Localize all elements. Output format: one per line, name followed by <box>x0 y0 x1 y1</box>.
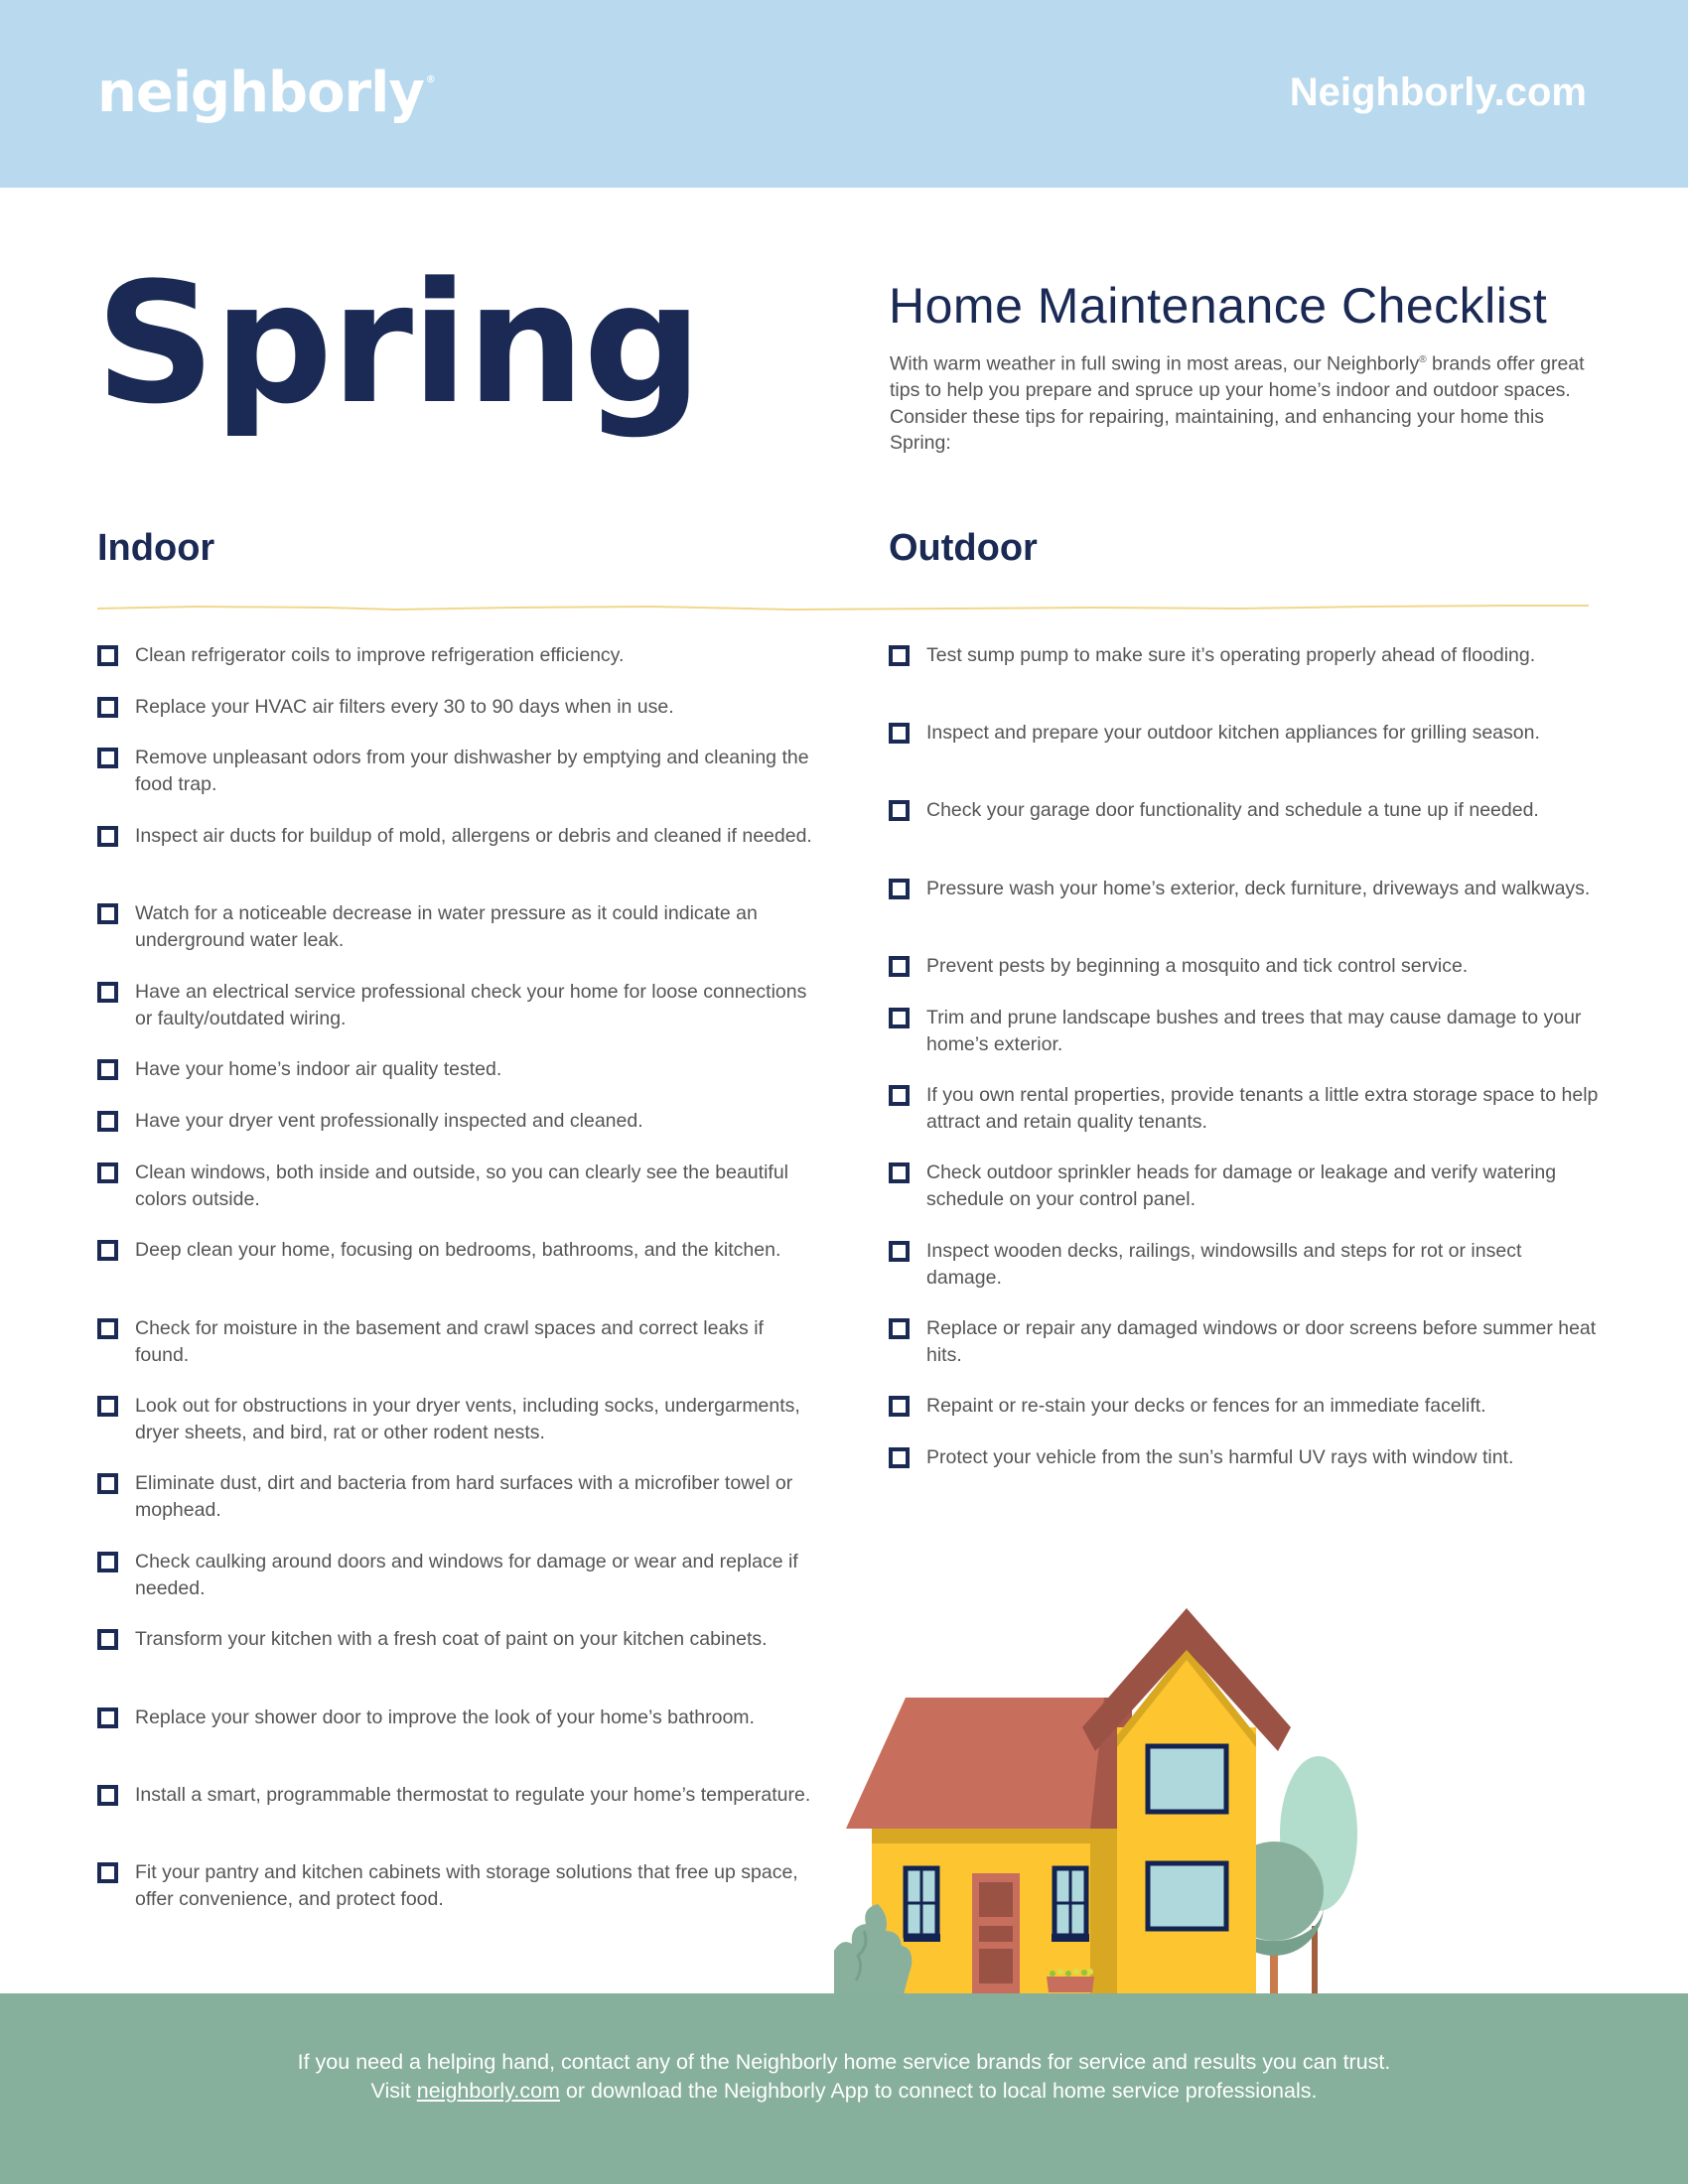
logo-text: neighborly <box>97 61 424 125</box>
checklist-item[interactable] <box>97 694 820 721</box>
roof <box>846 1698 1132 1829</box>
neighborly-link[interactable]: neighborly.com <box>416 2079 560 2103</box>
checklist-item[interactable] <box>97 979 820 1031</box>
checkbox[interactable] <box>889 1318 910 1339</box>
neighborly-logo[interactable] <box>97 61 435 125</box>
checkbox[interactable] <box>97 982 118 1003</box>
item-text: Inspect and prepare your outdoor kitchen appliances for grilling season. <box>926 722 1540 744</box>
indoor-heading: Indoor <box>97 527 215 569</box>
checklist-item[interactable] <box>889 953 1602 980</box>
item-text: Trim and prune landscape bushes and trees that may cause damage to your home’s exterior. <box>926 1007 1582 1055</box>
footer-prefix: Visit <box>370 2079 417 2103</box>
checklist-item[interactable] <box>97 1626 820 1653</box>
checkbox[interactable] <box>97 1240 118 1261</box>
item-text: Fit your pantry and kitchen cabinets with storage solutions that free up space, offer convenience, and protect food. <box>135 1861 798 1910</box>
footer-line-1: If you need a helping hand, contact any of the Neighborly home service brands for service and results you can trust. <box>297 2050 1391 2074</box>
item-text: Inspect wooden decks, railings, windowsills and steps for rot or insect damage. <box>926 1240 1522 1289</box>
checkbox[interactable] <box>889 956 910 977</box>
checkbox[interactable] <box>97 748 118 768</box>
item-text: Clean refrigerator coils to improve refrigeration efficiency. <box>135 644 625 666</box>
house-illustration <box>834 1588 1609 2005</box>
item-text: Check for moisture in the basement and crawl spaces and correct leaks if found. <box>135 1317 764 1366</box>
checklist-item[interactable] <box>97 642 820 669</box>
checklist-item[interactable] <box>97 1056 820 1083</box>
checkbox[interactable] <box>97 1473 118 1494</box>
checkbox[interactable] <box>97 903 118 924</box>
checklist-item[interactable] <box>889 1444 1602 1471</box>
checklist-item[interactable] <box>889 720 1602 747</box>
item-text: Replace your HVAC air filters every 30 to 90 days when in use. <box>135 696 674 718</box>
item-text: Watch for a noticeable decrease in water pressure as it could indicate an underground water leak. <box>135 902 758 951</box>
item-text: Check your garage door functionality and schedule a tune up if needed. <box>926 799 1539 821</box>
window-icon <box>1052 1868 1089 1942</box>
checkbox[interactable] <box>889 1396 910 1417</box>
checkbox[interactable] <box>97 697 118 718</box>
logo-registered-mark: ® <box>425 74 435 85</box>
checkbox[interactable] <box>97 645 118 666</box>
checklist-item[interactable] <box>889 1160 1602 1212</box>
item-text: Deep clean your home, focusing on bedrooms, bathrooms, and the kitchen. <box>135 1239 781 1261</box>
item-text: Have your home’s indoor air quality tested. <box>135 1058 502 1080</box>
footer-text <box>0 2048 1688 2106</box>
header-band <box>0 0 1688 188</box>
checkbox[interactable] <box>889 1008 910 1028</box>
item-text: Eliminate dust, dirt and bacteria from hard surfaces with a microfiber towel or mophead. <box>135 1472 793 1521</box>
section-divider <box>97 602 1589 614</box>
item-text: Check outdoor sprinkler heads for damage or leakage and verify watering schedule on your control panel. <box>926 1161 1557 1210</box>
item-text: If you own rental properties, provide tenants a little extra storage space to help attract and retain quality tenants. <box>926 1084 1599 1133</box>
checkbox[interactable] <box>97 1396 118 1417</box>
item-text: Transform your kitchen with a fresh coat of paint on your kitchen cabinets. <box>135 1628 768 1650</box>
item-text: Protect your vehicle from the sun’s harmful UV rays with window tint. <box>926 1446 1514 1468</box>
item-text: Clean windows, both inside and outside, so you can clearly see the beautiful colors outside. <box>135 1161 788 1210</box>
checklist-item[interactable] <box>97 1393 820 1445</box>
checkbox[interactable] <box>97 1707 118 1728</box>
checkbox[interactable] <box>889 1085 910 1106</box>
intro-text-a: With warm weather in full swing in most areas, our Neighborly <box>890 352 1420 375</box>
checkbox[interactable] <box>97 1162 118 1183</box>
checklist-item[interactable] <box>97 1315 820 1368</box>
checklist-item[interactable] <box>97 1108 820 1135</box>
checklist-item[interactable] <box>97 1859 820 1912</box>
intro-paragraph <box>890 347 1585 457</box>
item-text: Look out for obstructions in your dryer vents, including socks, undergarments, dryer sheets, and bird, rat or other rodent nests. <box>135 1395 800 1443</box>
checkbox[interactable] <box>97 1785 118 1806</box>
window-icon <box>1148 1746 1226 1812</box>
outdoor-heading: Outdoor <box>889 527 1038 569</box>
item-text: Have your dryer vent professionally inspected and cleaned. <box>135 1110 643 1132</box>
checklist-item[interactable] <box>97 1470 820 1523</box>
window-icon <box>904 1868 940 1942</box>
checkbox[interactable] <box>97 1862 118 1883</box>
checkbox[interactable] <box>889 1241 910 1262</box>
site-url[interactable]: Neighborly.com <box>1289 70 1587 114</box>
item-text: Install a smart, programmable thermostat to regulate your home’s temperature. <box>135 1784 811 1806</box>
checkbox[interactable] <box>889 723 910 744</box>
item-text: Replace your shower door to improve the look of your home’s bathroom. <box>135 1706 755 1728</box>
checklist-item[interactable] <box>889 1082 1602 1135</box>
item-text: Test sump pump to make sure it’s operating properly ahead of flooding. <box>926 644 1536 666</box>
checklist-item[interactable] <box>97 1237 820 1264</box>
checkbox[interactable] <box>97 1629 118 1650</box>
checkbox[interactable] <box>889 1447 910 1468</box>
checklist-item[interactable] <box>97 1549 820 1601</box>
checklist-item[interactable] <box>97 900 820 953</box>
checklist-item[interactable] <box>97 823 820 850</box>
checklist-item[interactable] <box>889 642 1602 669</box>
footer-line-2 <box>0 2077 1688 2106</box>
checkbox[interactable] <box>97 1059 118 1080</box>
checkbox[interactable] <box>97 826 118 847</box>
item-text: Pressure wash your home’s exterior, deck furniture, driveways and walkways. <box>926 878 1591 899</box>
checklist-item[interactable] <box>889 1393 1602 1420</box>
checkbox[interactable] <box>97 1111 118 1132</box>
item-text: Inspect air ducts for buildup of mold, allergens or debris and cleaned if needed. <box>135 825 812 847</box>
item-text: Prevent pests by beginning a mosquito and tick control service. <box>926 955 1469 977</box>
window-icon <box>1148 1863 1226 1929</box>
checklist-item[interactable] <box>889 1238 1602 1291</box>
footer-suffix: or download the Neighborly App to connect to local home service professionals. <box>559 2079 1318 2103</box>
checklist-item[interactable] <box>97 1782 820 1809</box>
door-icon <box>972 1873 1020 1995</box>
registered-mark: ® <box>1419 354 1427 365</box>
checklist-item[interactable] <box>889 876 1602 902</box>
checklist-item[interactable] <box>97 745 820 797</box>
checklist-item[interactable] <box>889 1005 1602 1057</box>
item-text: Remove unpleasant odors from your dishwasher by emptying and cleaning the food trap. <box>135 747 809 795</box>
checkbox[interactable] <box>889 645 910 666</box>
intro-text-b: brands offer great tips to help you prepare and spruce up your home’s indoor and outdoor spaces. Consider these tips for repairing, maintaining, and enhancing your home this Spring: <box>890 352 1585 454</box>
checkbox[interactable] <box>97 1318 118 1339</box>
item-text: Have an electrical service professional check your home for loose connections or faulty/outdated wiring. <box>135 981 807 1029</box>
checkbox[interactable] <box>889 879 910 899</box>
checkbox[interactable] <box>97 1552 118 1572</box>
checklist-item[interactable] <box>97 1160 820 1212</box>
checklist-title: Home Maintenance Checklist <box>889 278 1548 334</box>
checkbox[interactable] <box>889 1162 910 1183</box>
item-text: Replace or repair any damaged windows or door screens before summer heat hits. <box>926 1317 1597 1366</box>
checklist-item[interactable] <box>97 1705 820 1731</box>
checkbox[interactable] <box>889 800 910 821</box>
checklist-item[interactable] <box>889 797 1602 824</box>
checklist-item[interactable] <box>889 1315 1602 1368</box>
item-text: Repaint or re-stain your decks or fences for an immediate facelift. <box>926 1395 1486 1417</box>
item-text: Check caulking around doors and windows for damage or wear and replace if needed. <box>135 1551 798 1599</box>
flower-box-icon <box>1047 1969 1094 1992</box>
season-title: Spring <box>95 246 701 441</box>
